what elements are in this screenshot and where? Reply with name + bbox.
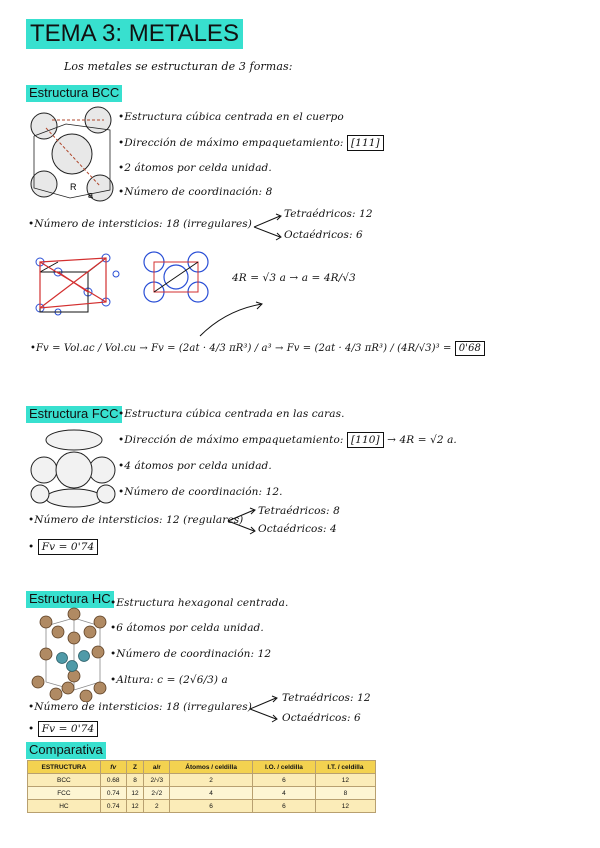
table-row [28,787,376,800]
bcc-cell-figure [28,106,120,204]
fcc-interstices-arrows [226,506,258,536]
hc-tetra: Tetraédricos: 12 [282,692,371,704]
table-cell: 2 [170,774,253,787]
bcc-curved-arrow [196,300,266,340]
table-row [28,800,376,813]
table-cell: 12 [126,800,144,813]
hc-fv-value: Fv = 0'74 [38,721,99,737]
table-cell: HC [28,800,101,813]
section-heading-comparativa: Comparativa [26,742,106,759]
bcc-line-3: •2 átomos por celda unidad. [118,162,272,174]
col-fv: fv [100,761,126,774]
hc-interstices-arrows [248,694,280,724]
page-title: TEMA 3: METALES [26,19,243,49]
section-heading-bcc: Estructura BCC [26,85,122,102]
table-cell: 2√2 [144,787,170,800]
fcc-line-3: •4 átomos por celda unidad. [118,460,272,472]
bcc-direction-label: •Dirección de máximo empaquetamiento: [118,137,344,149]
table-row [28,774,376,787]
fcc-fv-value: Fv = 0'74 [38,539,99,555]
table-cell: 12 [315,774,375,787]
fcc-interstices: •Número de intersticios: 12 (regulares) [28,514,244,526]
table-cell: 12 [126,787,144,800]
hc-fv: • Fv = 0'74 [28,723,98,735]
fcc-tetra: Tetraédricos: 8 [258,505,340,517]
fcc-line-1: •Estructura cúbica centrada en las caras. [118,408,345,420]
intro-text: Los metales se estructuran de 3 formas: [64,60,293,73]
fcc-line-4: •Número de coordinación: 12. [118,486,283,498]
bcc-relation: 4R = √3 a → a = 4R/√3 [232,272,356,284]
col-z: Z [126,761,144,774]
col-a-r: a/r [144,761,170,774]
bcc-line-4: •Número de coordinación: 8 [118,186,273,198]
table-cell: 6 [253,774,316,787]
table-cell: 6 [253,800,316,813]
fcc-direction-label: •Dirección de máximo empaquetamiento: [118,434,344,446]
bcc-diagonal-figure [28,248,120,318]
section-heading-hc: Estructura HC [26,591,114,608]
table-cell: BCC [28,774,101,787]
table-cell: 4 [170,787,253,800]
bcc-octa: Octaédricos: 6 [284,229,363,241]
bcc-tetra: Tetraédricos: 12 [284,208,373,220]
bcc-fv-expression: •Fv = Vol.ac / Vol.cu → Fv = (2at · 4/3 πR³) / a³ → Fv = (2at · 4/3 πR³) / (4R/√3)³ = [30,343,452,354]
col-io: I.O. / celdilla [253,761,316,774]
table-cell: 0.74 [100,800,126,813]
fcc-octa: Octaédricos: 4 [258,523,337,535]
hc-interstices: •Número de intersticios: 18 (irregulares) [28,701,252,713]
table-cell: 8 [315,787,375,800]
bcc-direction-value: [111] [347,135,384,151]
bcc-line-1: •Estructura cúbica centrada en el cuerpo [118,111,344,123]
hc-line-1: •Estructura hexagonal centrada. [110,597,289,609]
bcc-label-a: a [88,190,94,200]
col-atomos: Átomos / celdilla [170,761,253,774]
table-cell: 6 [170,800,253,813]
hc-cell-figure [28,606,112,702]
section-heading-fcc: Estructura FCC [26,406,122,423]
table-cell: 2/√3 [144,774,170,787]
table-cell: 8 [126,774,144,787]
table-cell: FCC [28,787,101,800]
hc-line-2: •6 átomos por celda unidad. [110,622,264,634]
comparison-table [27,760,376,813]
col-it: I.T. / celdilla [315,761,375,774]
table-cell: 2 [144,800,170,813]
table-cell: 12 [315,800,375,813]
col-estructura: ESTRUCTURA [28,761,101,774]
fcc-line-2 [118,434,457,446]
fcc-cell-figure [30,426,116,508]
bcc-fv-formula [30,343,485,354]
hc-octa: Octaédricos: 6 [282,712,361,724]
fcc-direction-value: [110] [347,432,384,448]
hc-line-3: •Número de coordinación: 12 [110,648,272,660]
table-cell: 4 [253,787,316,800]
bcc-label-r: R [70,182,77,192]
table-cell: 0.68 [100,774,126,787]
bcc-fv-value: 0'68 [455,341,485,356]
fcc-fv: • Fv = 0'74 [28,541,98,553]
bcc-line-2 [118,137,384,149]
bcc-interstices-arrows [252,212,284,242]
fcc-direction-relation: → 4R = √2 a. [387,434,457,446]
table-cell: 0.74 [100,787,126,800]
table-header-row [28,761,376,774]
hc-line-4: •Altura: c = (2√6/3) a [110,674,228,686]
bcc-interstices: •Número de intersticios: 18 (irregulares) [28,218,252,230]
